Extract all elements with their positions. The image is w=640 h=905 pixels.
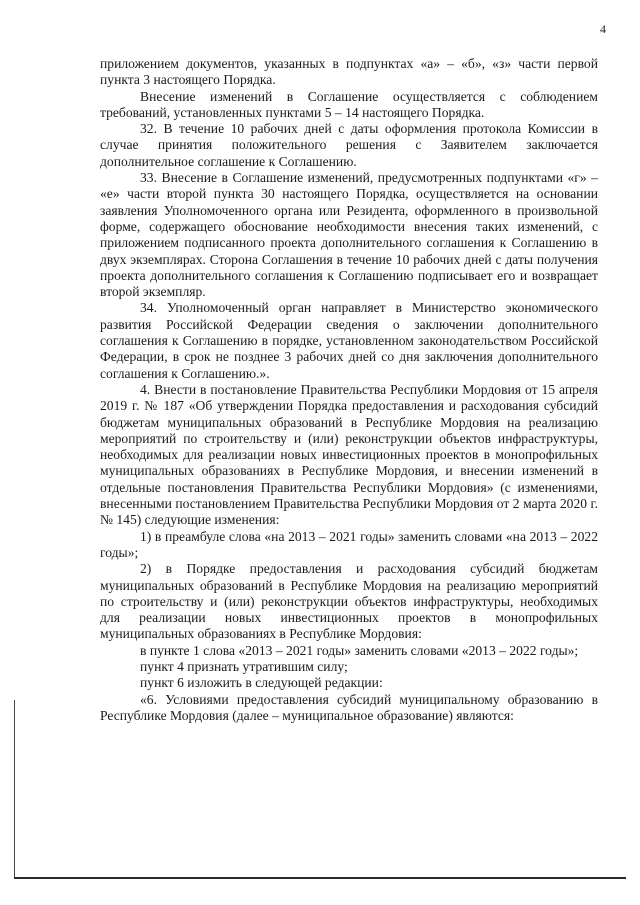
paragraph-point-4-repeal: пункт 4 признать утратившим силу; bbox=[140, 658, 348, 674]
paragraph-point-6-text: «6. Условиями предоставления субсидий муниципальному образованию в Республике Мордовия (далее – муниципальное образование) являются: bbox=[100, 691, 598, 723]
paragraph-subitem-2: 2) в Порядке предоставления и расходования субсидий бюджетам муниципальных образований в Республике Мордовия на реализацию мероприятий по строительству и (или) реконструкции объектов инфраструктуры, необходимых для реализации новых инвестиционных проектов в монопрофильных муниципальных образованиях в Республике Мордовия: bbox=[100, 561, 598, 642]
paragraph-item-33: 33. Внесение в Соглашение изменений, предусмотренных подпунктами «г» – «е» части второй пункта 30 настоящего Порядка, осуществляется на основании заявления Уполномоченного органа или Резидента, оформленного в произвольной форме, содержащего обоснование необходимости внесения таких изменений, с приложением подписанного проекта дополнительного соглашения к Соглашению в двух экземплярах. Сторона Соглашения в течение 10 рабочих дней с даты получения проекта дополнительного соглашения к Соглашению подписывает его и возвращает второй экземпляр. bbox=[100, 170, 598, 300]
paragraph-item-34: 34. Уполномоченный орган направляет в Министерство экономического развития Российской Федерации сведения о заключении дополнительного соглашения к Соглашению в порядке, установленном законодательством Российской Федерации, в срок не позднее 3 рабочих дней со дня заключения дополнительного соглашения к Соглашению.». bbox=[100, 300, 598, 381]
paragraph-subitem-1: 1) в преамбуле слова «на 2013 – 2021 годы» заменить словами «на 2013 – 2022 годы»; bbox=[100, 528, 598, 560]
scan-edge-bottom bbox=[14, 877, 626, 879]
paragraph-point-6-intro: пункт 6 изложить в следующей редакции: bbox=[140, 675, 383, 691]
paragraph-amendment-procedure: Внесение изменений в Соглашение осуществляется с соблюдением требований, установленных пунктами 5 – 14 настоящего Порядка. bbox=[100, 88, 598, 120]
paragraph-item-32: 32. В течение 10 рабочих дней с даты оформления протокола Комиссии в случае принятия положительного решения с Заявителем заключается дополнительное соглашение к Соглашению. bbox=[100, 121, 598, 169]
paragraph-continuation: приложением документов, указанных в подпунктах «а» – «б», «з» части первой пункта 3 настоящего Порядка. bbox=[100, 56, 598, 88]
paragraph-item-4: 4. Внести в постановление Правительства Республики Мордовия от 15 апреля 2019 г. № 187 «Об утверждении Порядка предоставления и расходования субсидий бюджетам муниципальных образований в Республике Мордовия на реализацию мероприятий по строительству и (или) реконструкции объектов инфраструктуры, необходимых для реализации новых инвестиционных проектов в монопрофильных муниципальных образованиях в Республике Мордовия, и внесении изменений в отдельные постановления Правительства Республики Мордовия» (с изменениями, внесенными постановлением Правительства Республики Мордовия от 2 марта 2020 г. № 145) следующие изменения: bbox=[100, 381, 598, 528]
page-number: 4 bbox=[600, 22, 606, 36]
scan-edge-left bbox=[14, 700, 15, 877]
document-body bbox=[100, 56, 598, 724]
paragraph-point-1-change: в пункте 1 слова «2013 – 2021 годы» заменить словами «2013 – 2022 годы»; bbox=[140, 642, 579, 658]
